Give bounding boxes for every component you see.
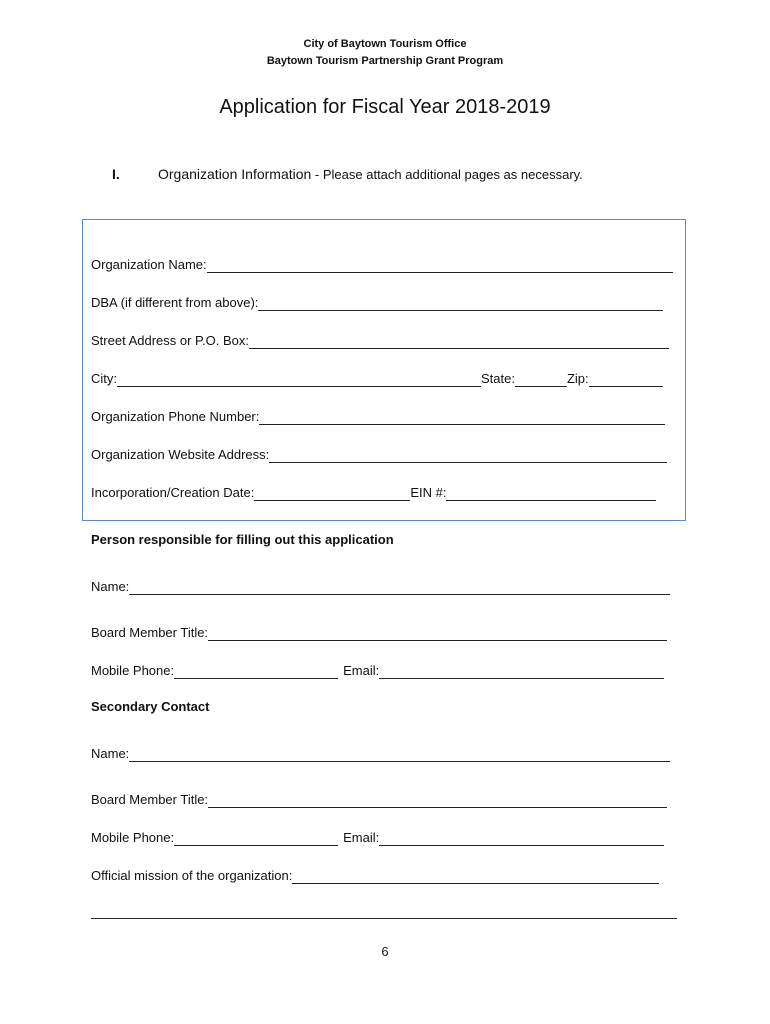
responsible-title-label: Board Member Title: bbox=[91, 625, 209, 640]
secondary-name-field[interactable] bbox=[129, 747, 670, 762]
responsible-title-row bbox=[91, 623, 667, 641]
org-phone-field[interactable] bbox=[259, 410, 665, 425]
secondary-mobile-field[interactable] bbox=[174, 831, 338, 846]
secondary-mobile-label: Mobile Phone: bbox=[91, 830, 175, 845]
secondary-title-label: Board Member Title: bbox=[91, 792, 209, 807]
street-label: Street Address or P.O. Box: bbox=[91, 333, 250, 348]
ein-label: EIN #: bbox=[410, 485, 447, 500]
responsible-heading: Person responsible for filling out this application bbox=[91, 532, 394, 547]
incorporation-field[interactable] bbox=[254, 486, 410, 501]
header-program: Baytown Tourism Partnership Grant Program bbox=[266, 55, 504, 67]
org-phone-label: Organization Phone Number: bbox=[91, 409, 260, 424]
ein-field[interactable] bbox=[446, 486, 656, 501]
responsible-mobile-field[interactable] bbox=[174, 664, 338, 679]
responsible-email-field[interactable] bbox=[379, 664, 664, 679]
mission-field[interactable] bbox=[292, 869, 659, 884]
responsible-name-row bbox=[91, 577, 670, 595]
mission-continuation-line[interactable] bbox=[91, 904, 677, 919]
zip-label: Zip: bbox=[566, 371, 589, 386]
org-website-label: Organization Website Address: bbox=[91, 447, 270, 462]
responsible-title-field[interactable] bbox=[208, 626, 667, 641]
org-phone-row bbox=[91, 407, 665, 425]
dba-row bbox=[91, 293, 663, 311]
responsible-name-field[interactable] bbox=[129, 580, 670, 595]
secondary-name-label: Name: bbox=[91, 746, 130, 761]
zip-field[interactable] bbox=[589, 372, 663, 387]
incorporation-label: Incorporation/Creation Date: bbox=[91, 485, 255, 500]
state-field[interactable] bbox=[515, 372, 567, 387]
responsible-name-label: Name: bbox=[91, 579, 130, 594]
responsible-contact-row bbox=[91, 661, 664, 679]
org-name-row bbox=[91, 255, 673, 273]
city-field[interactable] bbox=[117, 372, 481, 387]
incorporation-ein-row bbox=[91, 483, 656, 501]
org-website-field[interactable] bbox=[269, 448, 667, 463]
dba-field[interactable] bbox=[258, 296, 663, 311]
city-state-zip-row bbox=[91, 369, 663, 387]
section-title bbox=[158, 166, 583, 182]
responsible-mobile-label: Mobile Phone: bbox=[91, 663, 175, 678]
secondary-contact-row bbox=[91, 828, 664, 846]
secondary-title-field[interactable] bbox=[208, 793, 667, 808]
secondary-email-field[interactable] bbox=[379, 831, 664, 846]
page-title: Application for Fiscal Year 2018-2019 bbox=[219, 96, 551, 118]
secondary-title-row bbox=[91, 790, 667, 808]
dba-label: DBA (if different from above): bbox=[91, 295, 259, 310]
mission-label: Official mission of the organization: bbox=[91, 868, 293, 883]
secondary-email-label: Email: bbox=[343, 830, 380, 845]
org-name-field[interactable] bbox=[207, 258, 673, 273]
street-row bbox=[91, 331, 669, 349]
mission-row bbox=[91, 866, 659, 884]
section-note: - Please attach additional pages as necessary. bbox=[311, 167, 583, 182]
secondary-heading: Secondary Contact bbox=[91, 699, 210, 714]
org-website-row bbox=[91, 445, 667, 463]
section-name: Organization Information bbox=[158, 166, 312, 182]
page-number: 6 bbox=[381, 944, 389, 959]
section-number: I. bbox=[112, 166, 120, 182]
responsible-email-label: Email: bbox=[343, 663, 380, 678]
secondary-name-row bbox=[91, 744, 670, 762]
org-name-label: Organization Name: bbox=[91, 257, 207, 272]
state-label: State: bbox=[481, 371, 515, 386]
street-field[interactable] bbox=[249, 334, 669, 349]
city-label: City: bbox=[91, 371, 117, 386]
header-office: City of Baytown Tourism Office bbox=[303, 38, 467, 50]
